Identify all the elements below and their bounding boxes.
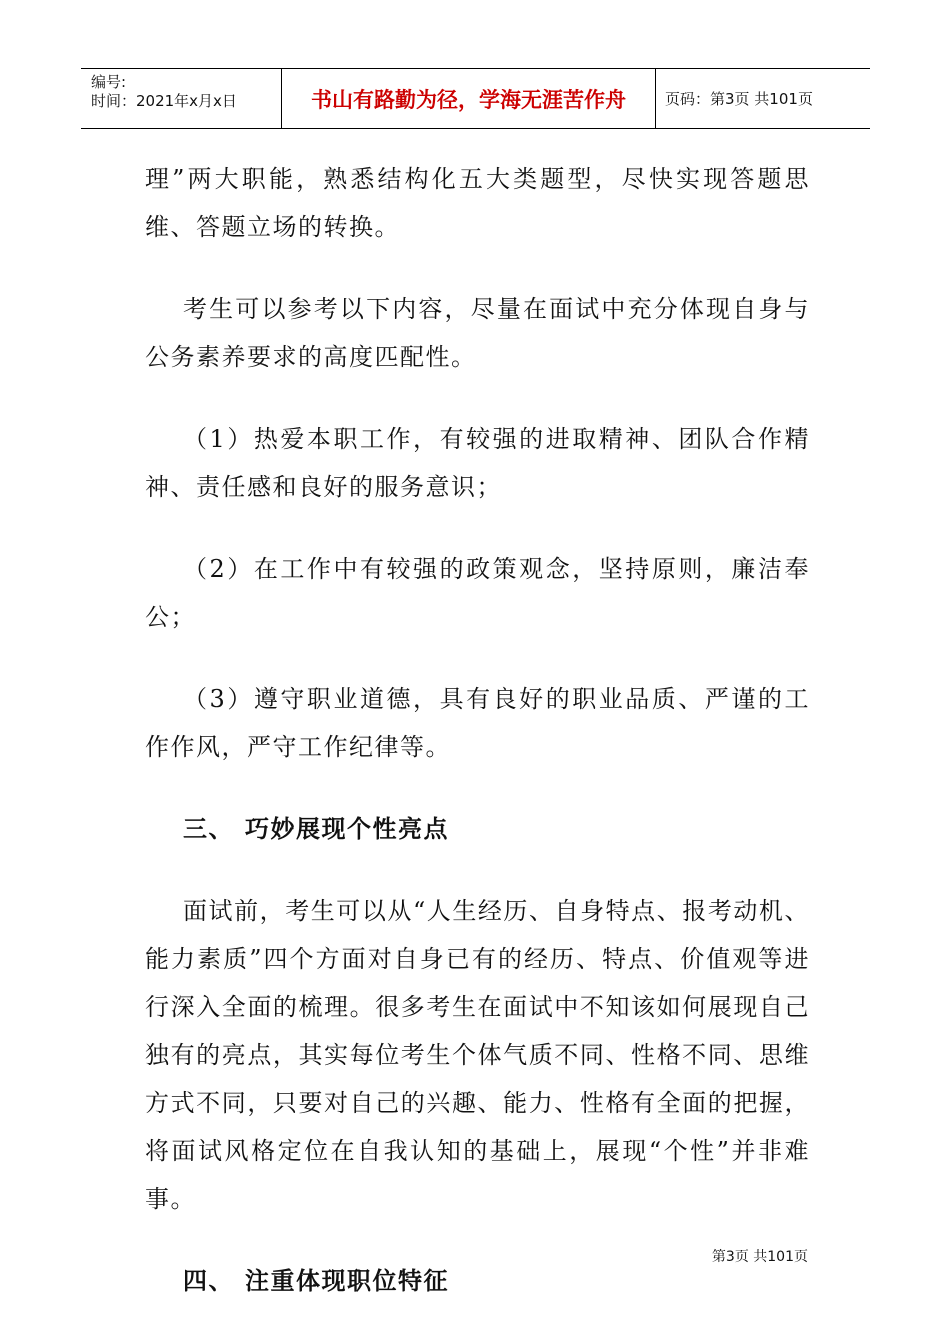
page-footer: 第3页 共101页: [711, 1249, 808, 1265]
section-number-3: 三、: [183, 815, 234, 843]
paragraph-1: 理”两大职能，熟悉结构化五大类题型，尽快实现答题思维、答题立场的转换。: [145, 165, 810, 241]
paragraph-6: 面试前，考生可以从“人生经历、自身特点、报考动机、能力素质”四个方面对自身已有的经历、特点、价值观等进行深入全面的梳理。很多考生在面试中不知该如何展现自己独有的亮点，其实每位考生个体气质不同、性格不同、思维方式不同，只要对自己的兴趣、能力、性格有全面的把握，将面试风格定位在自我认知的基础上，展现“个性”并非难事。: [145, 897, 810, 1213]
date-label: 时间：2021年x月x日: [91, 92, 237, 110]
paragraph-4: （2）在工作中有较强的政策观念，坚持原则，廉洁奉公；: [145, 555, 810, 631]
paragraph-5: （3）遵守职业道德，具有良好的职业品质、严谨的工作作风，严守工作纪律等。: [145, 685, 810, 761]
section-title-4: 注重体现职位特征: [245, 1267, 449, 1295]
number-label: 编号:: [91, 73, 127, 91]
section-heading-3: [145, 805, 810, 853]
paragraph-2: 考生可以参考以下内容，尽量在面试中充分体现自身与公务素养要求的高度匹配性。: [145, 295, 810, 371]
section-title-3: 巧妙展现个性亮点: [245, 815, 449, 843]
section-heading-4: [145, 1257, 810, 1305]
header-meta: [81, 69, 282, 128]
document-body: [145, 155, 810, 1339]
section-number-4: 四、: [183, 1267, 234, 1295]
header-motto: 书山有路勤为径，学海无涯苦作舟: [282, 69, 656, 128]
paragraph-3: （1）热爱本职工作，有较强的进取精神、团队合作精神、责任感和良好的服务意识；: [145, 425, 810, 501]
header-page-info: 页码：第3页 共101页: [665, 90, 813, 108]
page-header: [81, 68, 870, 129]
